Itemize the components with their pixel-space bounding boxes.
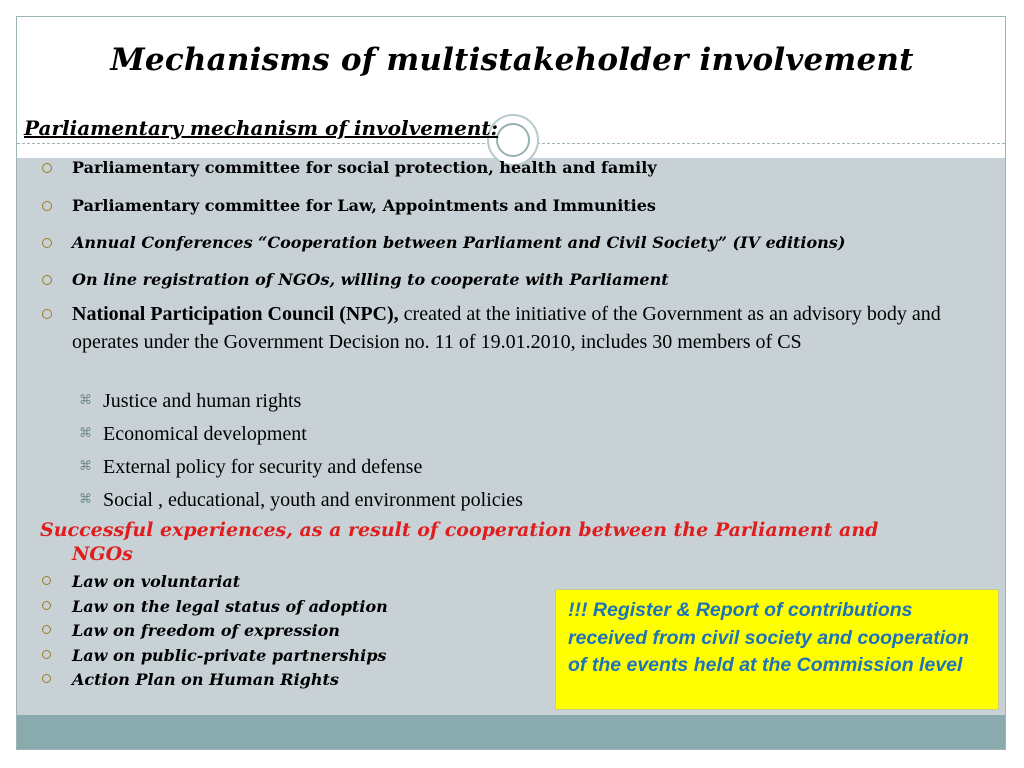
- x-bullet-icon: ⌘: [79, 425, 92, 440]
- law-item-text: Action Plan on Human Rights: [72, 670, 339, 689]
- list-item: [42, 158, 657, 177]
- sub-list-item: [79, 423, 307, 446]
- list-item-text: Annual Conferences “Cooperation between Parliament and Civil Society” (IV editions): [72, 233, 846, 252]
- x-bullet-icon: ⌘: [79, 392, 92, 407]
- list-item: [42, 270, 669, 289]
- list-item-text: On line registration of NGOs, willing to cooperate with Parliament: [72, 270, 669, 289]
- circle-bullet-icon: [42, 576, 51, 585]
- law-item: [42, 646, 386, 665]
- x-bullet-icon: ⌘: [79, 458, 92, 473]
- circle-bullet-icon: [42, 275, 52, 285]
- sub-list-item-text: Justice and human rights: [103, 390, 302, 412]
- sub-list-item-text: Social , educational, youth and environment policies: [103, 489, 523, 511]
- bottom-band: [17, 715, 1005, 750]
- circle-bullet-icon: [42, 625, 51, 634]
- sub-list-item: [79, 390, 301, 413]
- law-item: [42, 572, 240, 591]
- ring-inner-icon: [496, 123, 530, 157]
- circle-bullet-icon: [42, 238, 52, 248]
- circle-bullet-icon: [42, 201, 52, 211]
- npc-bold-text: National Participation Council (NPC),: [72, 303, 399, 325]
- npc-body-text: created at the initiative of the Government as an advisory body and operates under the Government Decision no. 11 of 19.01.2010, includes 30 members of CS: [72, 303, 941, 353]
- circle-bullet-icon: [42, 163, 52, 173]
- highlight-note: !!! Register & Report of contributions received from civil society and cooperation of the events held at the Commission level: [555, 589, 999, 710]
- list-item-text: Parliamentary committee for Law, Appointments and Immunities: [72, 196, 656, 215]
- circle-bullet-icon: [42, 650, 51, 659]
- circle-bullet-icon: [42, 674, 51, 683]
- list-item: [42, 233, 845, 252]
- law-item-text: Law on voluntariat: [72, 572, 241, 591]
- law-item: [42, 597, 388, 616]
- success-heading: [40, 518, 980, 566]
- law-item: [42, 670, 339, 689]
- circle-bullet-icon: [42, 309, 52, 319]
- success-heading-line2: NGOs: [72, 543, 133, 565]
- law-item-text: Law on the legal status of adoption: [72, 597, 388, 616]
- sub-list-item: [79, 489, 523, 512]
- npc-paragraph: [42, 300, 1006, 356]
- sub-list-item-text: External policy for security and defense: [103, 456, 423, 478]
- law-item: [42, 621, 340, 640]
- sub-list-item: [79, 456, 422, 479]
- circle-bullet-icon: [42, 601, 51, 610]
- law-item-text: Law on freedom of expression: [72, 621, 340, 640]
- success-heading-line1: Successful experiences, as a result of cooperation between the Parliament and: [40, 519, 879, 541]
- list-item: [42, 196, 656, 215]
- x-bullet-icon: ⌘: [79, 491, 92, 506]
- slide-subtitle: Parliamentary mechanism of involvement:: [24, 116, 498, 140]
- law-item-text: Law on public-private partnerships: [72, 646, 387, 665]
- sub-list-item-text: Economical development: [103, 423, 307, 445]
- slide-title: Mechanisms of multistakeholder involvement: [110, 42, 914, 78]
- list-item-text: Parliamentary committee for social protection, health and family: [72, 158, 657, 177]
